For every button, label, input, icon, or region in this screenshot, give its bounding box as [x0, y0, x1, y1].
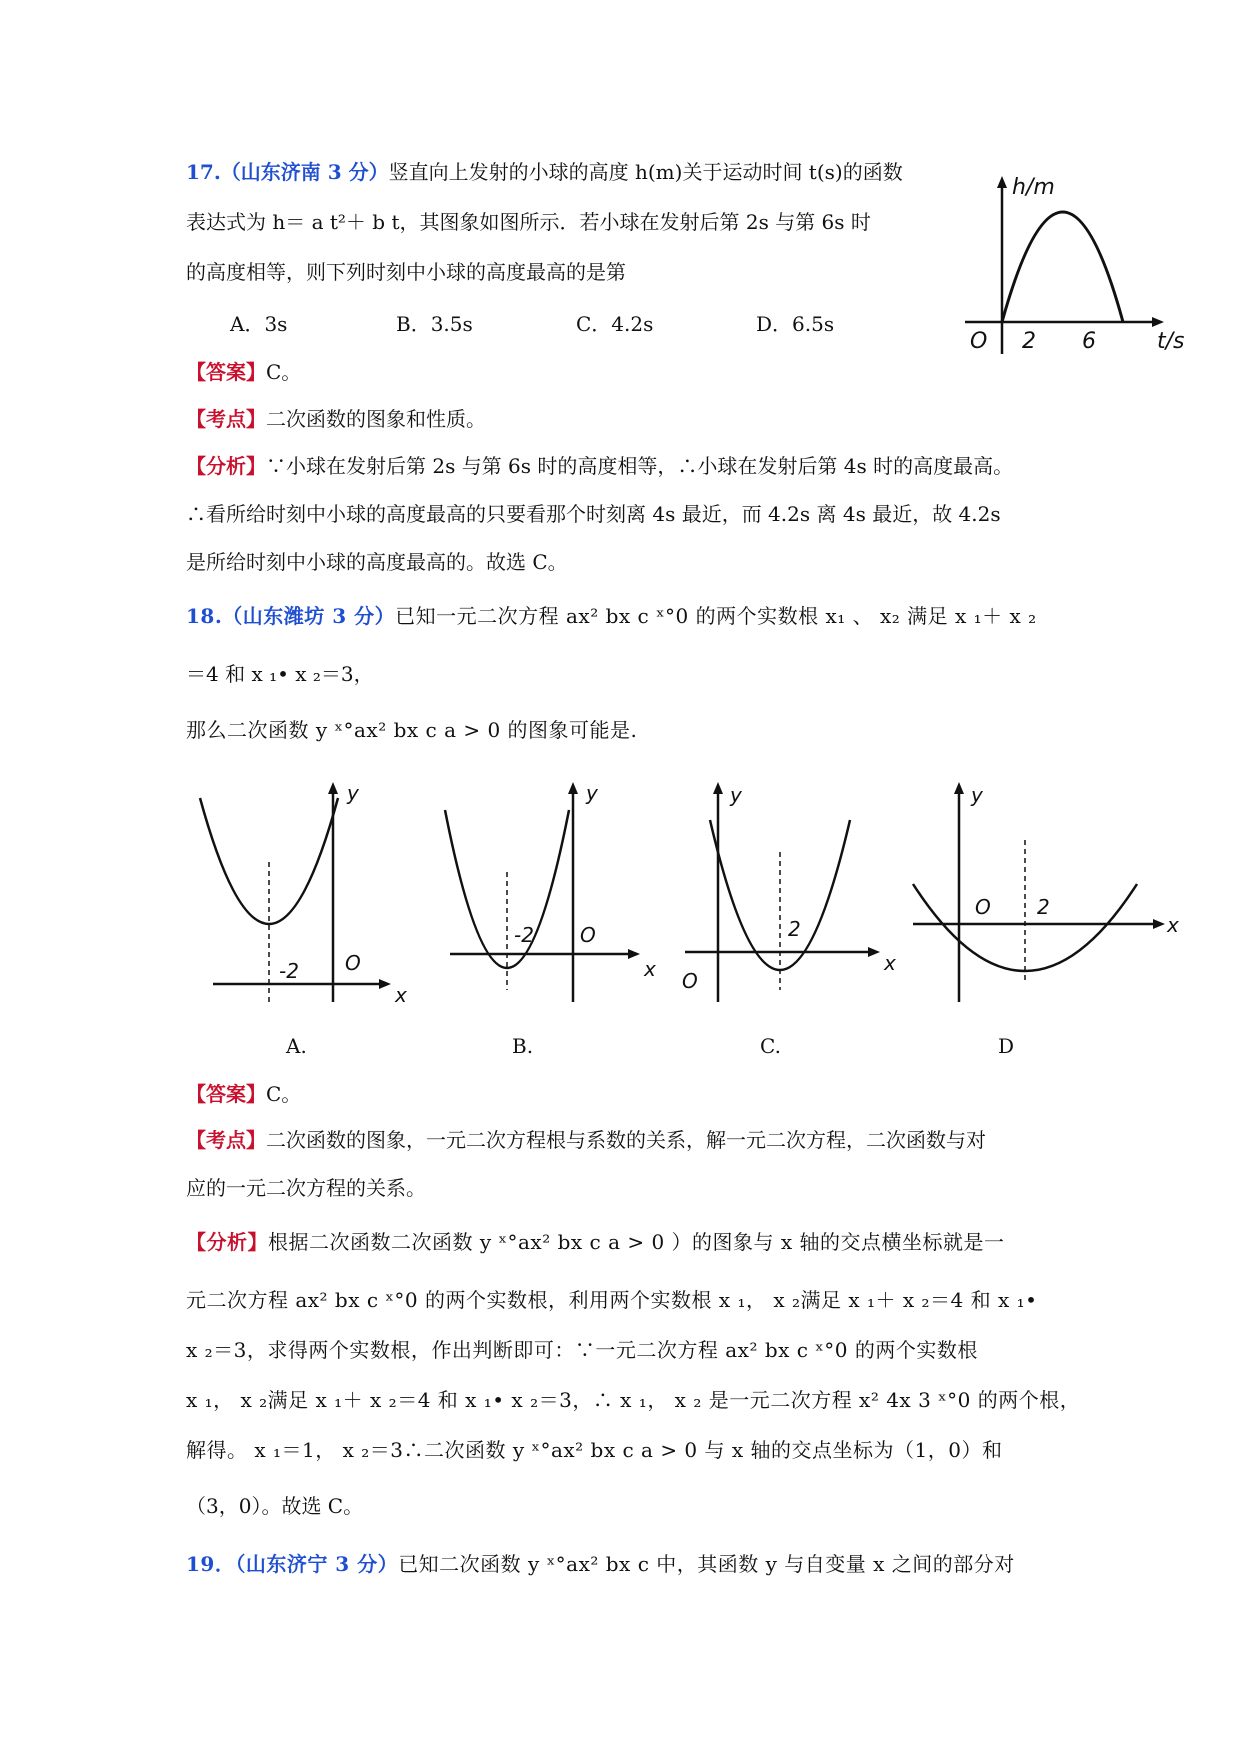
q18-answer-tag: 【答案】 — [186, 1082, 266, 1106]
q18-analysis-tag: 【分析】 — [186, 1230, 268, 1254]
graph-b-y-label: y — [586, 781, 598, 805]
graph-c-x-arrow — [868, 947, 880, 957]
q18-point-tag: 【考点】 — [186, 1128, 266, 1152]
graph-b-x-arrow — [628, 949, 640, 959]
q18-graph-b — [440, 780, 660, 1010]
q18-caption-b: B. — [512, 1034, 534, 1058]
q17-tick-2: 2 — [1022, 329, 1036, 354]
graph-a-x-label: x — [395, 983, 407, 1007]
q18-line-1 — [186, 602, 1037, 630]
q17-x-label: t/s — [1157, 329, 1185, 354]
q17-answer-tag: 【答案】 — [186, 360, 266, 384]
q18-point-1 — [186, 1126, 986, 1154]
q17-point — [186, 405, 486, 433]
graph-d-x-arrow — [1153, 919, 1165, 929]
q18-text-2: ＝4 和 x ₁• x ₂＝3， — [186, 662, 374, 686]
q18-answer-value: C。 — [266, 1082, 302, 1106]
q18-analysis-text-3: x ₂＝3，求得两个实数根，作出判断即可：∵一元二次方程 ax² bx c ˣ°0 的两个实数根 — [186, 1338, 978, 1362]
q19-text-1: 已知二次函数 y ˣ°ax² bx c 中，其函数 y 与自变量 x 之间的部分对 — [398, 1552, 1015, 1576]
graph-c-y-label: y — [730, 783, 742, 807]
q18-point-text-2: 应的一元二次方程的关系。 — [186, 1176, 426, 1200]
q17-point-tag: 【考点】 — [186, 407, 266, 431]
graph-a-parabola — [200, 798, 338, 924]
q17-text-2: 表达式为 h＝ a t²＋ b t，其图象如图所示．若小球在发射后第 2s 与第 6s 时 — [186, 210, 871, 234]
graph-b-mark: -2 — [514, 923, 534, 947]
graph-c-mark: 2 — [788, 917, 801, 941]
q17-option-a: A．3s — [230, 312, 288, 336]
q18-point-text-1: 二次函数的图象，一元二次方程根与系数的关系，解一元二次方程，二次函数与对 — [266, 1128, 986, 1152]
q18-analysis-text-5: 解得。 x ₁＝1， x ₂＝3∴二次函数 y ˣ°ax² bx c a > 0 与 x 轴的交点坐标为（1，0）和 — [186, 1438, 1003, 1462]
graph-d-y-arrow — [954, 782, 964, 794]
q17-height-graph — [960, 172, 1200, 362]
q18-caption-d: D — [998, 1034, 1015, 1058]
graph-a-y-label: y — [347, 781, 359, 805]
graph-a-origin: O — [345, 951, 361, 975]
graph-d-mark: 2 — [1037, 895, 1050, 919]
q18-caption-a: A. — [286, 1034, 307, 1058]
q17-answer-value: C。 — [266, 360, 302, 384]
graph-d-y-label: y — [971, 783, 983, 807]
q18-graph-c — [680, 780, 900, 1010]
graph-a-mark: -2 — [279, 959, 299, 983]
q18-analysis-text-6: （3，0）。故选 C。 — [186, 1494, 364, 1518]
q17-tick-6: 6 — [1082, 329, 1096, 354]
graph-d-origin: O — [975, 895, 991, 919]
q18-answer — [186, 1080, 301, 1108]
q17-heading: 17.（山东济南 3 分） — [186, 160, 389, 184]
q18-analysis-text-1: 根据二次函数二次函数 y ˣ°ax² bx c a > 0 ）的图象与 x 轴的交点横坐标就是一 — [268, 1230, 1005, 1254]
graph-c-origin: O — [682, 969, 698, 993]
graph-c-parabola — [710, 820, 850, 970]
q17-analysis-text-1: ∵小球在发射后第 2s 与第 6s 时的高度相等，∴小球在发射后第 4s 时的高度最高。 — [266, 454, 1014, 478]
graph-b-y-arrow — [568, 782, 578, 794]
q17-text-1: 竖直向上发射的小球的高度 h(m)关于运动时间 t(s)的函数 — [388, 160, 903, 184]
q19-heading: 19．（山东济宁 3 分） — [186, 1552, 399, 1576]
q17-option-d: D．6.5s — [756, 312, 835, 336]
q18-analysis-text-4: x ₁， x ₂满足 x ₁＋ x ₂＝4 和 x ₁• x ₂＝3，∴ x ₁， x ₂ 是一元二次方程 x² 4x 3 ˣ°0 的两个根， — [186, 1388, 1081, 1412]
q17-analysis-text-2: ∴看所给时刻中小球的高度最高的只要看那个时刻离 4s 最近，而 4.2s 离 4s 最近，故 4.2s — [186, 502, 1001, 526]
q19-line-1 — [186, 1550, 1015, 1578]
graph-b-origin: O — [580, 923, 596, 947]
q17-parabola — [1002, 212, 1123, 322]
q17-analysis-text-3: 是所给时刻中小球的高度最高的。故选 C。 — [186, 550, 568, 574]
q18-analysis-text-2: 元二次方程 ax² bx c ˣ°0 的两个实数根，利用两个实数根 x ₁， x ₂满足 x ₁＋ x ₂＝4 和 x ₁• — [186, 1288, 1038, 1312]
q17-line-1 — [186, 158, 903, 186]
q18-graph-d — [905, 780, 1185, 1010]
q18-graph-a — [195, 780, 415, 1010]
q17-x-arrow — [1152, 317, 1164, 327]
q17-analysis-1 — [186, 452, 1013, 480]
q17-origin-label: O — [970, 329, 988, 354]
graph-a-y-arrow — [328, 782, 338, 794]
graph-c-x-label: x — [884, 951, 896, 975]
q17-text-3: 的高度相等，则下列时刻中小球的高度最高的是第 — [186, 260, 626, 284]
q17-answer — [186, 358, 301, 386]
graph-d-x-label: x — [1167, 913, 1179, 937]
q17-option-c: C．4.2s — [576, 312, 654, 336]
graph-c-y-arrow — [713, 782, 723, 794]
q17-point-text: 二次函数的图象和性质。 — [266, 407, 486, 431]
q17-analysis-tag: 【分析】 — [186, 454, 266, 478]
q18-text-1: 已知一元二次方程 ax² bx c ˣ°0 的两个实数根 x₁ 、 x₂ 满足 x ₁＋ x ₂ — [395, 604, 1037, 628]
q18-caption-c: C. — [760, 1034, 781, 1058]
q17-y-label: h/m — [1012, 175, 1055, 200]
graph-b-x-label: x — [644, 957, 656, 981]
q17-option-b: B．3.5s — [396, 312, 473, 336]
graph-a-x-arrow — [379, 979, 391, 989]
q18-analysis-1 — [186, 1228, 1005, 1256]
q18-heading: 18.（山东潍坊 3 分） — [186, 604, 396, 628]
q18-text-3: 那么二次函数 y ˣ°ax² bx c a > 0 的图象可能是. — [186, 718, 638, 742]
q17-y-arrow — [997, 176, 1007, 188]
